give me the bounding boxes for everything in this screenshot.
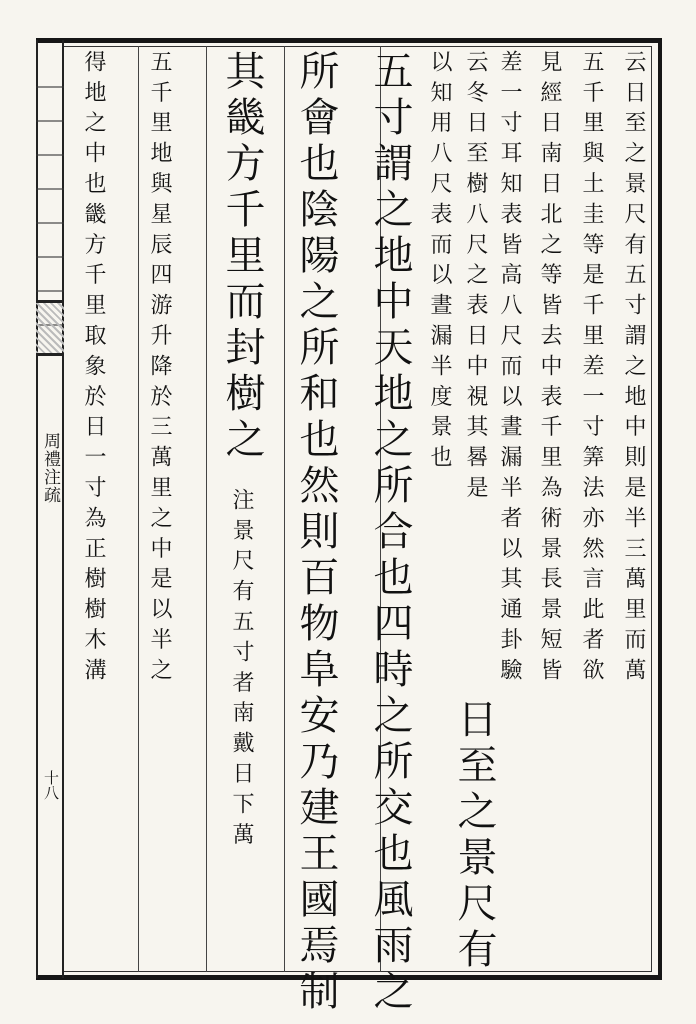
commentary-column: 五千里地與星辰四游升降於三萬里之中是以半之 xyxy=(147,50,172,689)
margin-title: 周禮注疏 xyxy=(40,432,60,504)
commentary-column: 注景尺有五寸者南戴日下萬 xyxy=(229,488,254,853)
commentary-column: 差一寸耳知表皆高八尺而以晝漏半者以其通卦驗 xyxy=(497,50,522,689)
commentary-column: 見經日南日北之等皆去中表千里為術景長景短皆 xyxy=(537,50,562,689)
column-divider xyxy=(284,46,285,972)
classic-text-column: 日至之景尺有 xyxy=(451,698,497,974)
fish-mark-block xyxy=(36,300,64,356)
classic-text-column: 五寸謂之地中天地之所合也四時之所交也風雨之 xyxy=(367,50,413,1016)
classic-text-column: 其畿方千里而封樹之 xyxy=(219,50,265,464)
commentary-column: 云冬日至樹八尺之表日中視其晷是 xyxy=(463,50,488,506)
commentary-column: 以知用八尺表而以晝漏半度景也 xyxy=(427,50,452,476)
fish-tail-ornament xyxy=(36,60,64,340)
commentary-column: 云日至之景尺有五寸謂之地中則是半三萬里而萬 xyxy=(621,50,646,689)
commentary-column: 得地之中也畿方千里取象於日一寸為正樹樹木溝 xyxy=(81,50,106,689)
column-divider xyxy=(206,46,207,972)
column-divider xyxy=(138,46,139,972)
commentary-column: 五千里與土圭等是千里差一寸筭法亦然言此者欲 xyxy=(579,50,604,689)
margin-page-number: 十八 xyxy=(42,770,60,800)
classic-text-column: 所會也陰陽之所和也然則百物阜安乃建王國焉制 xyxy=(293,50,339,1016)
